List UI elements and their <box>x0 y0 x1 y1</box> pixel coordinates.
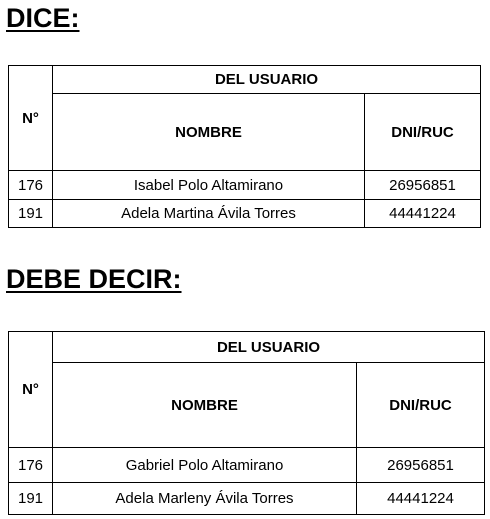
row-nombre: Isabel Polo Altamirano <box>53 171 365 200</box>
col-number-header: N° <box>9 66 53 171</box>
row-nombre: Adela Martina Ávila Torres <box>53 200 365 228</box>
group-header-del-usuario: DEL USUARIO <box>53 332 485 363</box>
debe-decir-table <box>8 331 485 515</box>
row-number: 191 <box>9 200 53 228</box>
table-row <box>9 448 485 483</box>
col-dni-ruc-header: DNI/RUC <box>357 363 485 448</box>
row-dni: 26956851 <box>365 171 481 200</box>
row-dni: 44441224 <box>357 483 485 515</box>
row-nombre: Adela Marleny Ávila Torres <box>53 483 357 515</box>
table-row <box>9 483 485 515</box>
row-dni: 44441224 <box>365 200 481 228</box>
row-nombre: Gabriel Polo Altamirano <box>53 448 357 483</box>
dice-table <box>8 65 481 228</box>
col-dni-ruc-header: DNI/RUC <box>365 94 481 171</box>
col-nombre-header: NOMBRE <box>53 94 365 171</box>
table-row <box>9 200 481 228</box>
group-header-del-usuario: DEL USUARIO <box>53 66 481 94</box>
dice-heading: DICE: <box>6 3 80 33</box>
row-number: 176 <box>9 448 53 483</box>
row-number: 176 <box>9 171 53 200</box>
col-number-header: N° <box>9 332 53 448</box>
row-dni: 26956851 <box>357 448 485 483</box>
table-row <box>9 171 481 200</box>
debe-decir-heading: DEBE DECIR: <box>6 264 182 294</box>
row-number: 191 <box>9 483 53 515</box>
col-nombre-header: NOMBRE <box>53 363 357 448</box>
